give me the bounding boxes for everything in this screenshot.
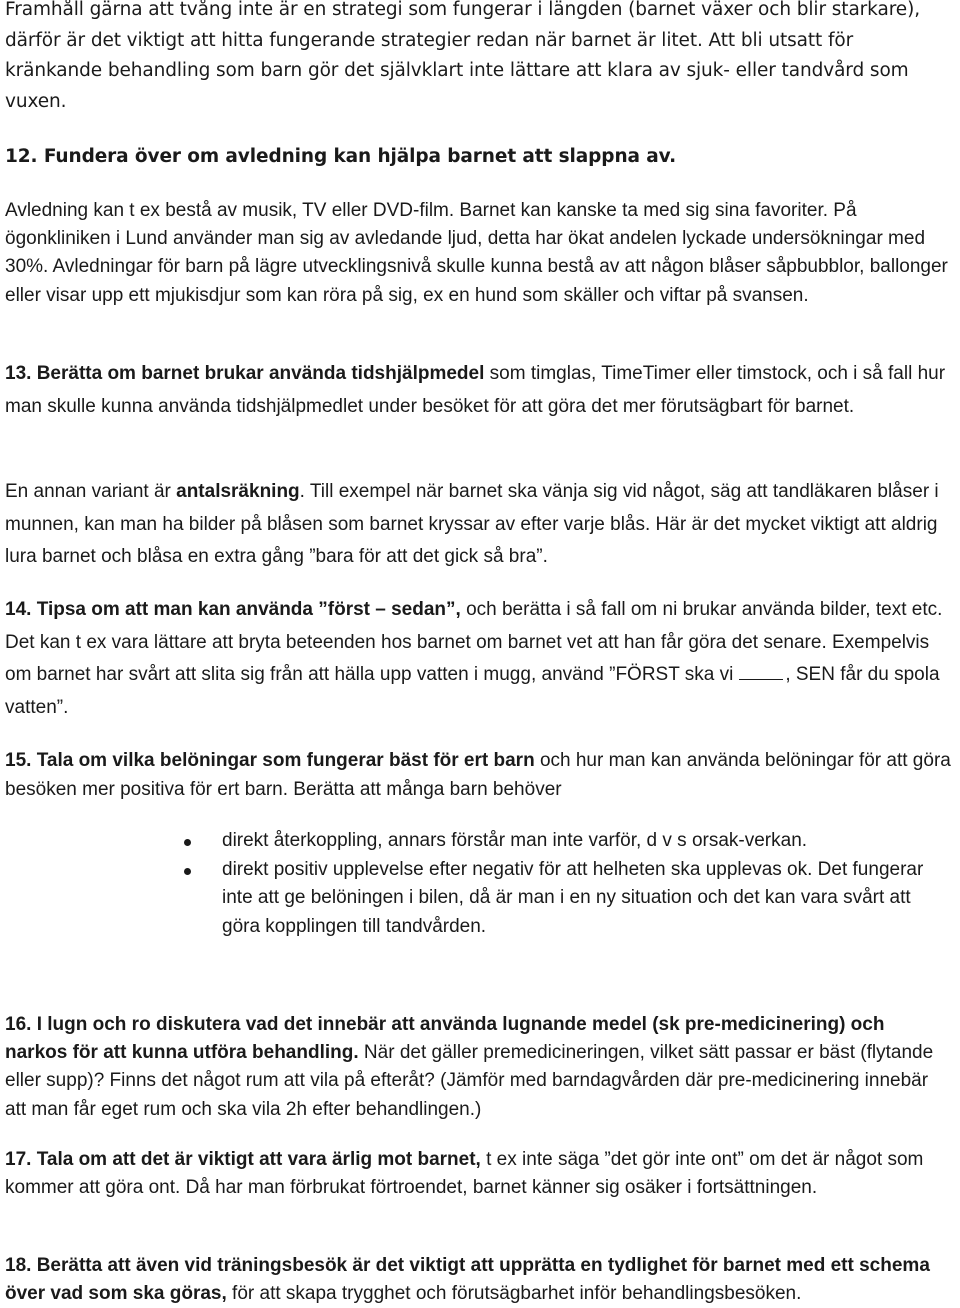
section-13-heading: 13. Berätta om barnet brukar använda tidshjälpmedel	[5, 363, 485, 384]
list-item	[0, 827, 952, 856]
section-14-text-end: , SEN får du spola vatten”.	[5, 664, 940, 718]
list-item	[0, 856, 952, 942]
section-18-heading: 18. Berätta att även vid träningsbesök är det viktigt att upprätta en tydlighet för barnet med ett schema över vad som ska göras,	[5, 1255, 930, 1305]
section-18-paragraph	[5, 1252, 952, 1308]
section-16-heading: 16. I lugn och ro diskutera vad det innebär att använda lugnande medel (sk pre-medicinering) och narkos för att kunna utföra behandling.	[5, 1014, 885, 1064]
list-item-text: direkt positiv upplevelse efter negativ för att helheten ska upplevas ok. Det fungerar inte att ge belöningen i bilen, då är man i en ny situation och det kan vara svårt att göra kopplingen till tandvården.	[222, 858, 924, 937]
section-14-heading: 14. Tipsa om att man kan använda ”först – sedan”,	[5, 599, 461, 620]
section-16-text: När det gäller premedicineringen, vilket sätt passar er bäst (flytande eller supp)? Finns det något rum att vila på efteråt? (Jämför med barndagvården där pre-medicinering innebär att man får eget rum och ska vila 2h efter behandlingen.)	[5, 1042, 934, 1120]
section-12-heading: 12. Fundera över om avledning kan hjälpa barnet att slappna av.	[5, 146, 677, 167]
section-14-paragraph	[5, 594, 952, 724]
antalsrakning-text: . Till exempel när barnet ska vänja sig vid något, säg att tandläkaren blåser i munnen, kan man ha bilder på blåsen som barnet kryssar av efter varje blås. Här är det mycket viktigt att aldrig lura barnet och blåsa en extra gång ”bara för att det gick så bra”.	[5, 481, 939, 567]
section-17-heading: 17. Tala om att det är viktigt att vara ärlig mot barnet,	[5, 1149, 481, 1170]
antalsrakning-term: antalsräkning	[176, 481, 300, 502]
section-12-body: Avledning kan t ex bestå av musik, TV eller DVD-film. Barnet kan kanske ta med sig sina favoriter. På ögonkliniken i Lund använder man sig av avledande ljud, detta har ökat andelen lyckade undersökningar med 30%. Avledningar för barn på lägre utvecklingsnivå skulle kunna bestå av att någon blåser såpbubblor, ballonger eller visar upp ett mjukisdjur som kan röra på sig, ex en hund som skäller och viftar på svansen.	[5, 200, 948, 306]
section-13-paragraph	[5, 358, 952, 423]
section-17-text: t ex inte säga ”det gör inte ont” om det är något som kommer att göra ont. Då har man förbrukat förtroendet, barnet känner sig osäker i fortsättningen.	[5, 1149, 924, 1199]
section-15-text: och hur man kan använda belöningar för att göra besöken mer positiva för ert barn. Berätta att många barn behöver	[5, 750, 951, 801]
list-item-text: direkt återkoppling, annars förstår man inte varför, d v s orsak-verkan.	[222, 830, 808, 851]
section-15-paragraph	[5, 746, 952, 804]
section-18-text: för att skapa trygghet och förutsägbarhet inför behandlingsbesöken.	[226, 1283, 802, 1305]
section-13-text: som timglas, TimeTimer eller timstock, och i så fall hur man skulle kunna använda tidshjälpmedlet under besöket för att göra det mer förutsägbart för barnet.	[5, 363, 946, 417]
section-14-text: och berätta i så fall om ni brukar använda bilder, text etc. Det kan t ex vara lättare att bryta beteenden hos barnet om barnet vet att han får göra det senare. Exempelvis om barnet har svårt att slita sig från att hälla upp vatten i mugg, använd ”FÖRST ska vi	[5, 599, 943, 685]
section-16-paragraph	[5, 1011, 952, 1124]
rewards-bullet-list	[0, 827, 952, 941]
section-15-heading: 15. Tala om vilka belöningar som fungerar bäst för ert barn	[5, 750, 535, 771]
bullet-icon	[184, 868, 191, 875]
fill-in-blank	[739, 663, 783, 680]
section-13-antalsrakning-paragraph	[5, 476, 952, 574]
section-17-paragraph	[5, 1146, 952, 1202]
antalsrakning-intro: En annan variant är	[5, 481, 177, 502]
intro-paragraph: Framhåll gärna att tvång inte är en strategi som fungerar i längden (barnet växer och blir starkare), därför är det viktigt att hitta fungerande strategier redan när barnet är litet. Att bli utsatt för kränkande behandling som barn gör det självklart inte lättare att klara av sjuk- eller tandvård som vuxen.	[5, 0, 920, 112]
bullet-icon	[184, 839, 191, 846]
